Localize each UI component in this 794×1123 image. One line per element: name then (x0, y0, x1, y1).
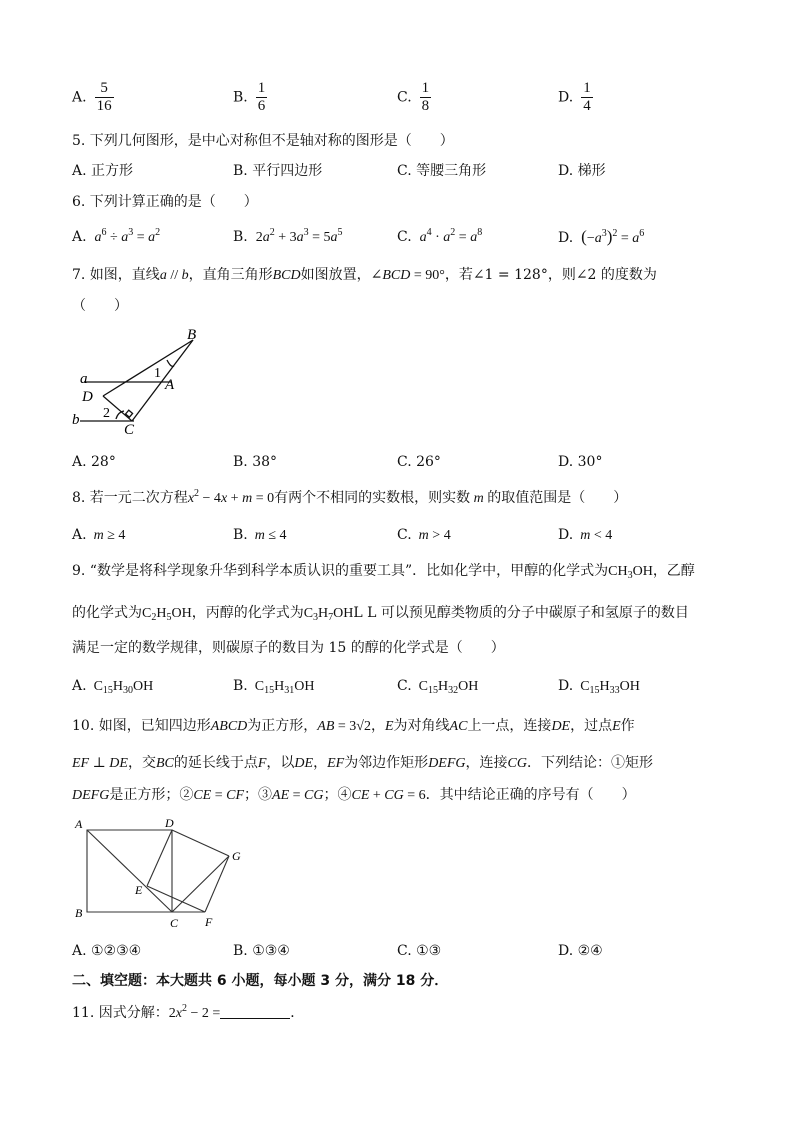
option-label: C. (397, 229, 412, 245)
q9-option-c[interactable] (397, 677, 478, 696)
option-label: C. (397, 678, 412, 694)
q10-line-2 (72, 754, 653, 773)
math-ae-eq-cg: AE = CG (272, 788, 324, 803)
stem-text: 是正方形；② (109, 787, 194, 803)
label-angle-2: 2 (103, 406, 110, 421)
stem-text: ，以 (266, 755, 295, 771)
segment-bc (132, 340, 193, 421)
label-b: b (72, 412, 80, 428)
label-B: B (187, 327, 197, 343)
math-expression: $a^4 \cdot a^2 = a^8$ (416, 227, 483, 245)
stem-text: 11. 因式分解： (72, 1005, 169, 1021)
q8-option-c[interactable] (397, 526, 451, 545)
q5-option-a[interactable]: A. 正方形 (72, 163, 134, 179)
stem-text: L L 可以预见醇类物质的分子中碳原子和氢原子的数目 (353, 605, 689, 621)
numerator: 1 (421, 80, 430, 96)
q8-stem (72, 489, 627, 508)
formula-propanol: $C_3H_7OH$ (303, 606, 354, 623)
math-expression: $a^6 \div a^3 = a^2$ (91, 227, 161, 245)
q9-option-d[interactable] (558, 677, 640, 696)
segment-cg (172, 856, 229, 912)
math-defg: DEFG (72, 788, 110, 803)
math-angle-bcd: ∠BCD = 90° (370, 268, 445, 283)
label-F: F (205, 915, 213, 929)
math-de: DE (551, 719, 571, 734)
stem-text: 有两个不相同的实数根，则实数 (274, 490, 471, 506)
stem-text: ，连接 (465, 755, 508, 771)
q4-option-c[interactable] (397, 80, 431, 115)
formula: $C_{15}H_{31}OH$ (247, 679, 315, 696)
math-e: E (612, 719, 621, 734)
option-label: A. (72, 89, 87, 106)
formula-methanol: $CH_3OH$ (608, 564, 653, 581)
stem-text: 的取值范围是（ ） (487, 490, 628, 506)
stem-text: 作 (620, 718, 635, 734)
option-label: D. (558, 230, 574, 246)
stem-text: 的延长线于点 (173, 755, 258, 771)
stem-text: ．其中结论正确的序号有（ ） (425, 787, 636, 803)
label-C: C (170, 916, 179, 930)
q4-option-b[interactable] (233, 80, 267, 115)
label-B: B (75, 906, 83, 920)
stem-text: 7. 如图，直线 (72, 267, 160, 283)
q4-option-a[interactable] (72, 80, 114, 115)
stem-text: 9. “数学是将科学现象升华到科学本质认识的重要工具”．比如化学中，甲醇的化学式为 (72, 563, 609, 579)
angle-1-arc (167, 360, 174, 366)
diagonal-ac (87, 830, 172, 912)
q7-option-d[interactable]: D. 30° (558, 454, 603, 470)
q10-option-c[interactable]: C. ①③ (397, 943, 442, 959)
q10-option-a[interactable]: A. ①②③④ (72, 943, 142, 959)
math-de: DE (294, 756, 314, 771)
q6-option-a[interactable] (72, 228, 160, 247)
label-A: A (75, 817, 83, 831)
label-G: G (232, 849, 241, 863)
q9-option-a[interactable] (72, 677, 153, 696)
stem-text: ． (290, 1005, 305, 1021)
numerator: 5 (95, 80, 114, 98)
q10-line-1 (72, 717, 635, 736)
option-label: A. (72, 527, 87, 543)
stem-text: ．下列结论：①矩形 (526, 755, 653, 771)
option-label: B. (233, 678, 248, 694)
math-m: m (470, 491, 488, 506)
math-parallel: a // b (159, 268, 189, 283)
q8-option-d[interactable] (558, 526, 612, 545)
stem-text: 10. 如图，已知四边形 (72, 718, 211, 734)
stem-text: ；④ (323, 787, 352, 803)
math-expression: m ≥ 4 (86, 528, 126, 543)
stem-text: ，过点 (570, 718, 613, 734)
label-a: a (80, 371, 88, 387)
stem-text: 上一点，连接 (467, 718, 552, 734)
option-label: A. (72, 229, 87, 245)
segment-de (147, 830, 172, 886)
q6-option-d[interactable] (558, 228, 644, 248)
segment-fg (205, 856, 229, 912)
math-abcd: ABCD (210, 719, 248, 734)
answer-blank[interactable] (220, 1005, 290, 1019)
denominator: 8 (421, 98, 430, 114)
math-expression: m ≤ 4 (247, 528, 287, 543)
math-ac: AC (449, 719, 468, 734)
segment-db (103, 340, 193, 396)
label-E: E (135, 883, 143, 897)
math-bc: BC (155, 756, 174, 771)
stem-text: ，直角三角形 (188, 267, 273, 283)
q11-stem (72, 1004, 304, 1023)
q9-option-b[interactable] (233, 677, 314, 696)
q8-option-a[interactable] (72, 526, 125, 545)
formula: $C_{15}H_{33}OH$ (573, 679, 640, 696)
numerator: 1 (583, 80, 591, 96)
stem-text: 为邻边作矩形 (344, 755, 429, 771)
option-label: D. (558, 89, 574, 106)
math-cg: CG (507, 756, 527, 771)
math-f: F (257, 756, 267, 771)
stem-text: ， (313, 755, 328, 771)
math-e: E (384, 719, 394, 734)
q10-option-b[interactable]: B. ①③④ (233, 943, 290, 959)
q5-option-b[interactable]: B. 平行四边形 (233, 163, 323, 179)
q7-stem-paren: （ ） (72, 298, 128, 314)
stem-text: ；③ (244, 787, 273, 803)
math-equation: $x^2 - 4x + m = 0$ (187, 488, 275, 506)
option-label: B. (233, 229, 248, 245)
option-label: D. (558, 527, 574, 543)
option-label: B. (233, 527, 248, 543)
q5-option-d[interactable]: D. 梯形 (558, 163, 606, 179)
math-expression: m < 4 (573, 528, 613, 543)
angle-2-arc (116, 411, 124, 419)
q6-option-b[interactable] (233, 228, 343, 247)
formula-ethanol: $C_2H_5OH$ (142, 606, 192, 623)
stem-text: ，乙醇 (652, 563, 695, 579)
formula: $C_{15}H_{32}OH$ (411, 679, 479, 696)
q10-option-d[interactable]: D. ②④ (558, 943, 603, 959)
q7-option-a[interactable]: A. 28° (72, 454, 116, 470)
q7-stem (72, 266, 657, 285)
denominator: 6 (257, 98, 266, 114)
denominator: 4 (583, 98, 591, 114)
q8-option-b[interactable] (233, 526, 287, 545)
formula: $C_{15}H_{30}OH$ (86, 679, 154, 696)
stem-text: ，交 (127, 755, 156, 771)
math-ce-eq-cf: CE = CF (193, 788, 245, 803)
fraction (256, 80, 268, 115)
option-label: B. (233, 89, 248, 106)
math-ef-perp-de: EF ⊥ DE (72, 756, 128, 771)
q4-option-d[interactable] (558, 80, 593, 115)
q9-line-3: 满足一定的数学规律，则碳原子的数目为 15 的醇的化学式是（ ） (72, 640, 505, 656)
math-ef: EF (327, 756, 345, 771)
segment-gd (172, 830, 229, 856)
option-label: C. (397, 527, 412, 543)
option-label: C. (397, 89, 412, 106)
label-angle-1: 1 (154, 366, 161, 381)
q5-option-c[interactable]: C. 等腰三角形 (397, 163, 487, 179)
math-expression: $2a^2 + 3a^3 = 5a^5$ (255, 227, 343, 245)
stem-text: ，丙醇的化学式为 (191, 605, 304, 621)
q6-option-c[interactable] (397, 228, 482, 247)
fraction (420, 80, 432, 115)
q10-figure (72, 814, 250, 932)
q9-line-2 (72, 604, 689, 623)
q7-figure (68, 326, 208, 438)
q6-stem: 6. 下列计算正确的是（ ） (72, 194, 258, 210)
stem-text: 为正方形， (247, 718, 318, 734)
stem-text: 如图放置， (300, 267, 371, 283)
label-C: C (124, 422, 135, 438)
stem-text: 8. 若一元二次方程 (72, 490, 188, 506)
section-heading: 二、填空题：本大题共 6 小题，每小题 3 分，满分 18 分． (72, 973, 449, 989)
option-label: D. (558, 678, 574, 694)
math-bcd: BCD (272, 268, 301, 283)
q7-option-b[interactable]: B. 38° (233, 454, 278, 470)
stem-text: ，若∠1 = 128°，则∠2 的度数为 (444, 267, 657, 283)
label-A: A (165, 377, 175, 393)
math-expression: m > 4 (411, 528, 451, 543)
label-D: D (82, 389, 93, 405)
numerator: 1 (257, 80, 266, 96)
stem-text: 为对角线 (393, 718, 450, 734)
math-expression: $2x^2 - 2$ = (168, 1003, 221, 1021)
label-D: D (165, 816, 174, 830)
fraction (95, 80, 114, 115)
math-defg: DEFG (428, 756, 466, 771)
q9-line-1 (72, 562, 695, 581)
stem-text: 的化学式为 (72, 605, 142, 621)
math-ab-length: AB = 3√2 (317, 719, 371, 734)
q7-option-c[interactable]: C. 26° (397, 454, 441, 470)
q10-line-3 (72, 786, 636, 805)
fraction (581, 80, 593, 115)
option-label: A. (72, 678, 87, 694)
q5-stem: 5. 下列几何图形，是中心对称但不是轴对称的图形是（ ） (72, 133, 454, 149)
math-ce-plus-cg: CE + CG = 6 (351, 788, 426, 803)
stem-text: ， (370, 718, 385, 734)
denominator: 16 (96, 98, 112, 114)
math-expression: $(-a^3)^2 = a^6$ (581, 227, 645, 246)
